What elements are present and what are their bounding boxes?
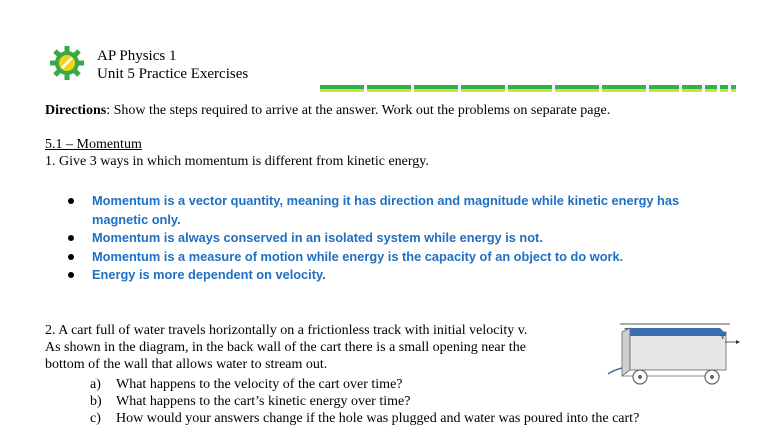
- question-2-parts: [90, 376, 639, 427]
- list-item: Momentum is a vector quantity, meaning it has direction and magnitude while kinetic energy has magnetic only.: [64, 192, 734, 229]
- velocity-label: v: [721, 333, 725, 341]
- list-item: Momentum is always conserved in an isolated system while energy is not.: [64, 229, 734, 248]
- directions-text: : Show the steps required to arrive at the answer. Work out the problems on separate page.: [106, 103, 611, 118]
- bullet-icon: [68, 198, 74, 204]
- question-2-line: 2. A cart full of water travels horizontally on a frictionless track with initial velocity v.: [45, 323, 528, 338]
- section-title: 5.1 – Momentum: [45, 137, 142, 152]
- question-2-line: As shown in the diagram, in the back wall of the cart there is a small opening near the: [45, 340, 526, 355]
- part-c: c) How would your answers change if the hole was plugged and water was poured into the cart?: [90, 411, 640, 426]
- header-rule-yellow: [320, 89, 744, 92]
- bullet-icon: [68, 254, 74, 260]
- water-cart-icon: [600, 320, 740, 385]
- bullet-icon: [68, 235, 74, 241]
- list-item: Momentum is a measure of motion while energy is the capacity of an object to do work.: [64, 248, 734, 267]
- part-b: b) What happens to the cart’s kinetic energy over time?: [90, 394, 411, 409]
- directions-label: Directions: [45, 103, 107, 118]
- course-title: AP Physics 1: [97, 48, 177, 64]
- part-a: a) What happens to the velocity of the cart over time?: [90, 377, 403, 392]
- answer-list: [64, 192, 734, 285]
- unit-title: Unit 5 Practice Exercises: [97, 66, 249, 82]
- header-title-block: [97, 47, 248, 83]
- question-2-line: bottom of the wall that allows water to stream out.: [45, 357, 328, 372]
- bullet-icon: [68, 272, 74, 278]
- list-item: Energy is more dependent on velocity.: [64, 266, 734, 285]
- question-2: [45, 322, 605, 373]
- question-1: 1. Give 3 ways in which momentum is different from kinetic energy.: [45, 154, 429, 169]
- gear-sun-icon: [50, 46, 84, 80]
- directions: [45, 103, 610, 119]
